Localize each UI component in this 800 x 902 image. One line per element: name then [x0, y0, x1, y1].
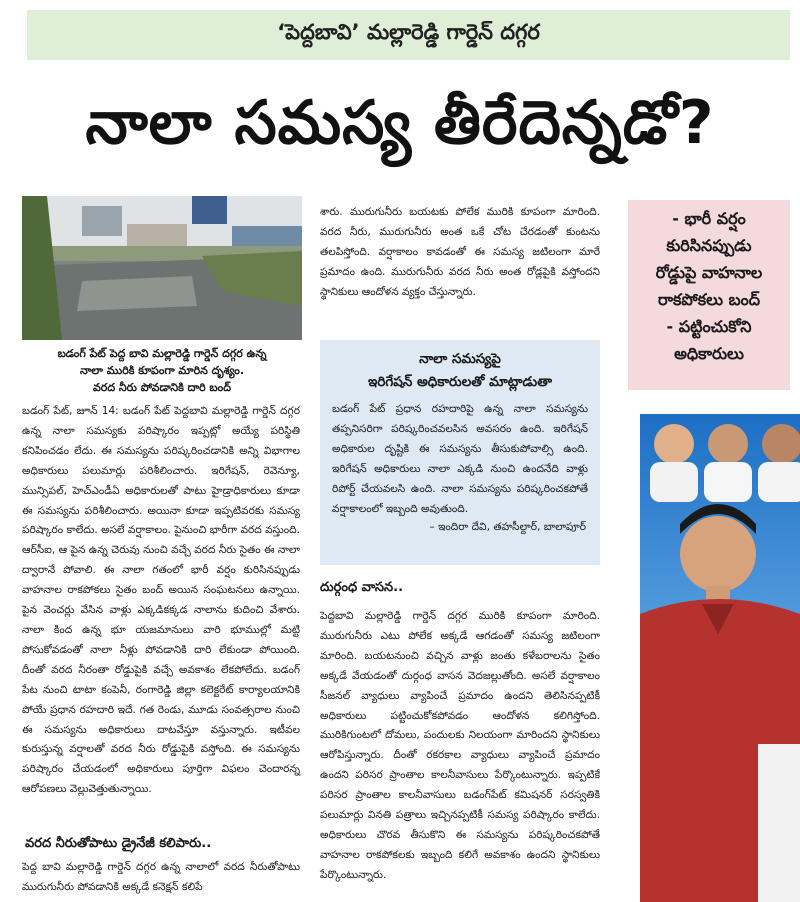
caption-line: వరద నీరు పోవడానికి దారి బంద్ — [92, 381, 232, 394]
quote-title-line: నాలా సమస్యపై — [419, 351, 501, 367]
kicker-text: ‘పెద్దబావి’ మల్లారెడ్డి గార్డెన్ దగ్గర — [277, 20, 540, 44]
photo-caption — [22, 345, 302, 396]
caption-line: బడంగ్ పేట్ పెద్ద బావి మల్లారెడ్డి గార్డెన్ దగ్గర ఉన్న — [57, 347, 267, 360]
highlight-line: - భారీ వర్షం — [672, 209, 746, 228]
quote-signature: – ఇందిరా దేవి, తహసీల్దార్, బాలాపూర్ — [429, 521, 586, 534]
article-column-2-continued: పెద్దబావి మల్లారెడ్డి గార్డెన్ దగ్గర మురికి కూపంగా మారింది. మురుగునీరు ఎటు పోలేక అక్కడే ఆగడంతో సమస్య జటిలంగా మారింది. బయటనుంచి వచ్చిన వాళ్లు జంతు కళేబరాలను సైతం అక్కడే వేయడంతో దుర్గంధ వాసన వెదజల్లుతోంది. అసలే వర్షాకాలం సీజనల్ వ్యాధులు వ్యాపించే ప్రమాదం ఉందని తెలిసినప్పటికీ అధికారులు పట్టించుకోకపోవడం ఆందోళన కలిగిస్తోంది. మురికిగుంటలో దోమలు, పందులకు నిలయంగా మారిందని స్థానికులు ఆరోపిస్తున్నారు. దీంతో రకరకాల వ్యాధులు వ్యాపించే ప్రమాదం ఉందని పరిసర ప్రాంతాల కాలనీవాసులు పేర్కొంటున్నారు. ఇప్పటికే పరిసర ప్రాంతాల కాలనీవాసులు బడంగ్‌పేట్ కమిషనర్ సరస్వతికి పలుమార్లు వినతి పత్రాలు ఇచ్చినప్పటికీ సమస్య పరిష్కారం కాలేదు. అధికారులు చొరవ తీసుకొని ఈ సమస్యను పరిష్కరించకపోతే వాహనాల రాకపోకలకు ఇబ్బంది కలిగే అవకాశం ఉందని స్థానికులు పేర్కొంటున్నారు. — [320, 610, 600, 881]
quote-title — [320, 348, 600, 394]
article-column-1-continued: పెద్ద బావి మల్లారెడ్డి గార్డెన్ దగ్గర ఉన్న నాలాలో వరద నీరుతోపాటు మురుగునీరు పోవడానికి అక్కడే కనెక్షన్ కలిపే — [22, 861, 300, 893]
nala-photo — [22, 196, 302, 340]
caption-line: నాలా మురికి కూపంగా మారిన దృశ్యం. — [79, 364, 245, 377]
highlight-line: రాకపోకలు బంద్ — [657, 290, 761, 309]
subheading-drainage: వరద నీరుతోపాటు డ్రైనేజీ కలిపారు.. — [25, 836, 212, 851]
advertisement-portraits — [640, 414, 800, 902]
official-quote-box — [320, 340, 600, 565]
quote-title-line: ఇరిగేషన్ అధికారులతో మాట్లాడుతా — [368, 374, 552, 390]
quote-body: బడంగ్ పేట్ ప్రధాన రహదారిపై ఉన్న నాలా సమస్యను తప్పనిసరిగా పరిష్కరించవలసిన అవసరం ఉంది. ఇరిగేషన్ అధికారుల దృష్టికి ఈ సమస్యను తీసుకుపోవాల్సి ఉంది. ఇరిగేషన్ అధికారులు నాలా ఎక్కడి నుంచి ఉందనేది వాళ్లు రిపోర్ట్ చేయవలసి ఉంది. నాలా సమస్యను పరిష్కరించకపోతే వర్షాకాలంలో ఇబ్బంది అవుతుంది. — [332, 403, 588, 515]
article-column-2: శారు. మురుగునీరు బయటకు పోలేక మురికి కూపంగా మారింది. వరద నీరు, మురుగునీరు అంత ఒకే చోట చేరడంతో కుంటను తలపిస్తోంది. వర్షాకాలం కావడంతో ఈ సమస్య జటిలంగా మారే ప్రమాదం ఉంది. మురుగునీరు వరద నీరు అంత రోడ్లపైకి వస్తోందని స్థానికులు ఆందోళన వ్యక్తం చేస్తున్నారు. — [320, 206, 600, 298]
kicker-banner — [27, 10, 790, 60]
advertisement-panel — [640, 414, 800, 902]
highlight-line: అధికారులు — [674, 344, 744, 363]
highlights-box — [628, 200, 790, 390]
headline: నాలా సమస్య తీరేదెన్నడో? — [85, 88, 715, 158]
highlight-line: - పట్టించుకోని — [666, 317, 752, 336]
highlight-line: రోడ్డుపై వాహనాల — [655, 263, 763, 282]
highlight-line: కురిసినప్పుడు — [666, 236, 752, 255]
nala-photo-illustration — [22, 196, 302, 340]
article-column-1: బడంగ్ పేట్, జూన్ 14: బడంగ్ పేట్ పెద్దబావి మల్లారెడ్డి గార్డెన్ దగ్గర ఉన్న నాలా సమస్యకు పరిష్కారం ఇప్పట్లో అయ్యే పరిస్థితి కనిపించడం లేదు. ఈ సమస్యను పరిష్కరించడానికి అన్ని విభాగాల అధికారులు పలుమార్లు పరిశీలించారు. ఇరిగేషన్, రెవెన్యూ, మున్సిపల్, హెచ్ఎండీఏ అధికారులతో పాటు హైడ్రాధికారులు కూడా ఈ సమస్యను పరిశీలించారు. అయినా కూడా ఇప్పటివరకు సమస్య పరిష్కారం కాలేదు. అసలే వర్షాకాలం. పైనుంచి భారీగా వరద వస్తుంది. ఆర్‌సీఐ, ఆ పైన ఉన్న చెరువు నుంచి వచ్చే వరద నీరు సైతం ఈ నాలా ద్వారానే పోవాలి. ఈ నాలా గతంలో భారీ వర్షం కురిసినప్పుడు వాహనాల రాకపోకలు సైతం బంద్ అయిన సంఘటనలు ఉన్నాయి. పైన వెంచర్లు వేసిన వాళ్లు ఎక్కడికక్కడ నాలాను కుదించి వేశారు. నాలా కింద ఉన్న భూ యజమానులు వారి భూముల్లో మట్టి పోసుకోవడంతో నాలా నీళ్లు పోవడానికి దారి లేకుండా పోయింది. దీంతో వరద నీరంతా రోడ్డుపైకి వచ్చే అవకాశం లేకపోలేదు. బడంగ్ పేట నుంచి టాటా కంపెనీ, రంగారెడ్డి జిల్లా కలెక్టరేట్ కార్యాలయానికి పోయే ప్రధాన రహదారి ఇదే. గత రెండు, మూడు సంవత్సరాల నుంచి ఈ సమస్యను అధికారులు దాటవేస్తూ వస్తున్నారు. ఇటీవల కురుస్తున్న వర్షాలతో వరద నీరు రోడ్డుపైకి వస్తోంది. ఈ సమస్యను పరిష్కారం చేయడంలో అధికారులు పూర్తిగా విఫలం చెందారన్న ఆరోపణలు వెల్లువెత్తుతున్నాయి. — [22, 405, 301, 796]
subheading-odor: దుర్గంధ వాసన.. — [320, 580, 404, 595]
